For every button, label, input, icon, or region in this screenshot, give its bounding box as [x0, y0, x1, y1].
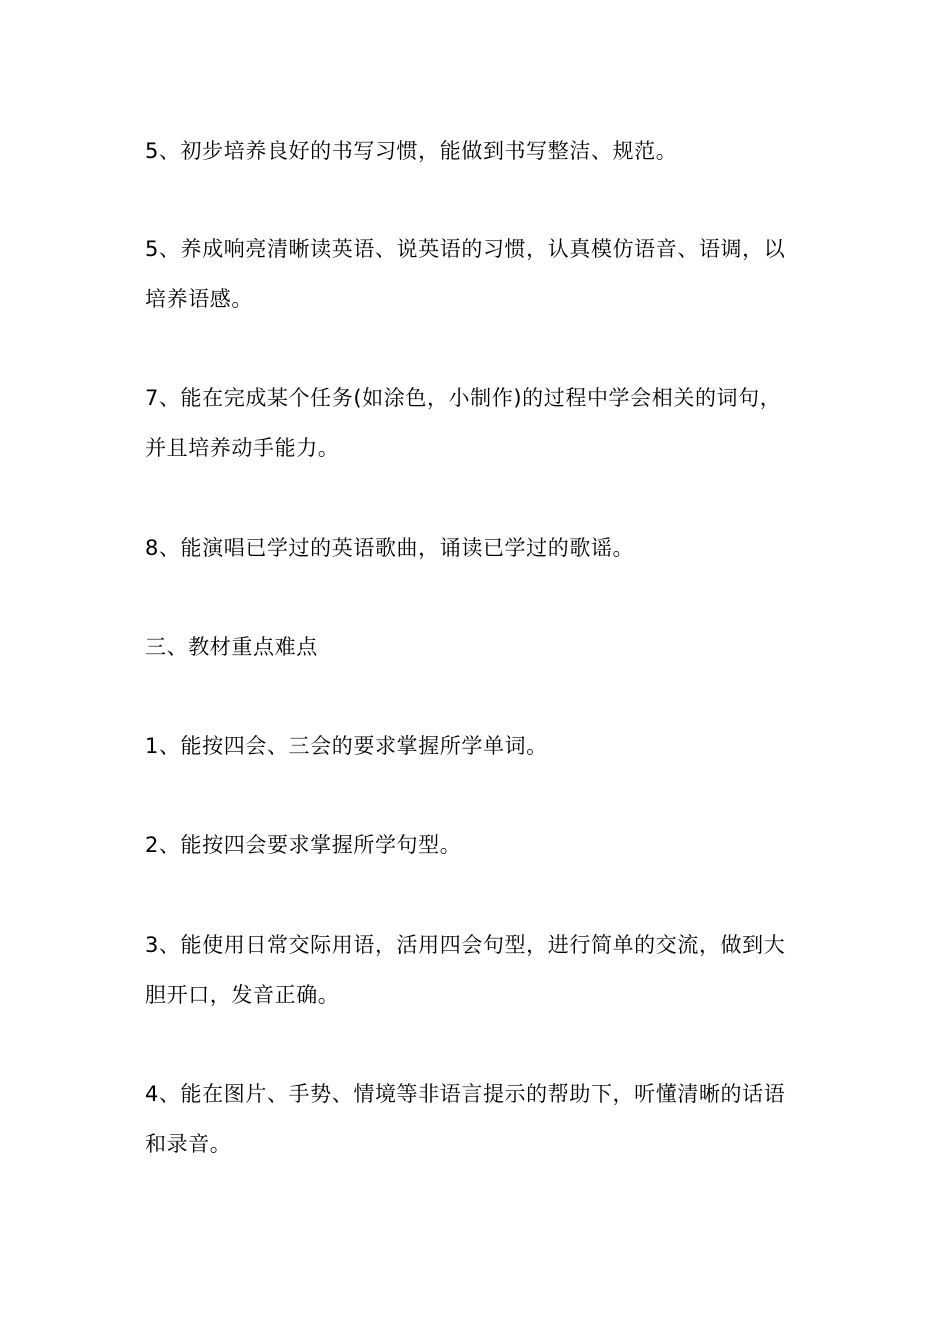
paragraph-item-7-task-learning [145, 373, 810, 473]
paragraph-item-5-writing-habits [145, 126, 810, 176]
paragraph-line: 2、能按四会要求掌握所学句型。 [145, 833, 462, 857]
paragraph-item-4-listening [145, 1069, 810, 1169]
paragraph-line: 和录音。 [145, 1132, 232, 1156]
paragraph-line: 4、能在图片、手势、情境等非语言提示的帮助下，听懂清晰的话语 [145, 1082, 786, 1106]
paragraph-item-3-communication [145, 920, 810, 1020]
paragraph-item-1-vocabulary [145, 721, 810, 771]
section-heading-key-points [145, 622, 810, 672]
paragraph-item-2-sentence-patterns [145, 820, 810, 870]
paragraph-line: 并且培养动手能力。 [145, 436, 340, 460]
paragraph-item-8-songs [145, 523, 810, 573]
paragraph-line: 培养语感。 [145, 287, 253, 311]
paragraph-line: 7、能在完成某个任务(如涂色，小制作)的过程中学会相关的词句， [145, 386, 782, 410]
paragraph-line: 8、能演唱已学过的英语歌曲，诵读已学过的歌谣。 [145, 536, 635, 560]
paragraph-line: 5、养成响亮清晰读英语、说英语的习惯，认真模仿语音、语调，以 [145, 237, 786, 261]
heading-line: 三、教材重点难点 [145, 635, 318, 659]
paragraph-line: 1、能按四会、三会的要求掌握所学单词。 [145, 734, 548, 758]
paragraph-line: 3、能使用日常交际用语，活用四会句型，进行简单的交流，做到大 [145, 933, 786, 957]
paragraph-line: 胆开口，发音正确。 [145, 983, 340, 1007]
paragraph-line: 5、初步培养良好的书写习惯，能做到书写整洁、规范。 [145, 139, 678, 163]
paragraph-item-5-reading-habits [145, 224, 810, 324]
